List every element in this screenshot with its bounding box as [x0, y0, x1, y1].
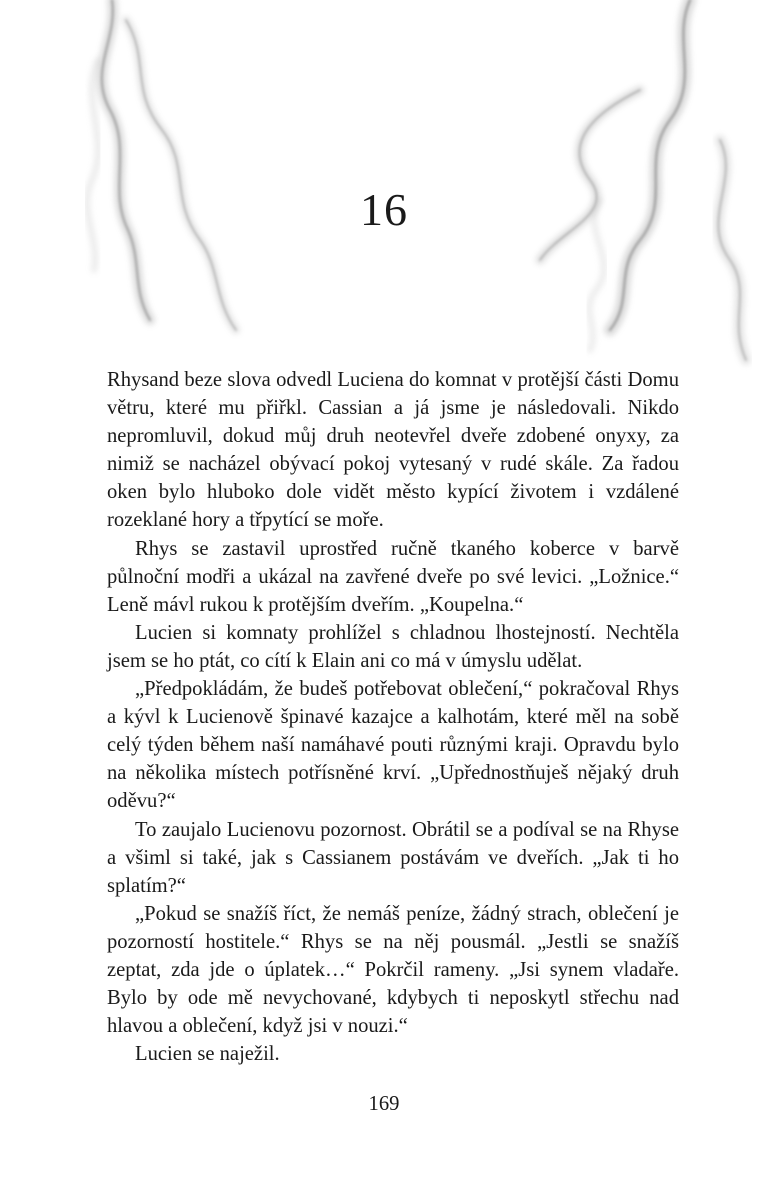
paragraph: „Předpokládám, že budeš potřebovat oblečení,“ pokračoval Rhys a kývl k Lucienově špinavé kazajce a kalhotám, které měl na sobě celý týden během naší namáhavé pouti různými kraji. Opravdu bylo na několika místech potřísněné krví. „Upřednostňuješ nějaký druh oděvu?“ [107, 678, 679, 813]
chapter-number: 16 [360, 184, 408, 235]
paragraph: „Pokud se snažíš říct, že nemáš peníze, žádný strach, oblečení je pozorností hostitele.“ Rhys se na něj pousmál. „Jestli se snažíš zeptat, zda jde o úplatek…“ Pokrčil rameny. „Jsi synem vladaře. Bylo by ode mě nevychované, kdybych ti neposkytl střechu nad hlavou a oblečení, když jsi v nouzi.“ [107, 902, 679, 1038]
paragraph: Rhys se zastavil uprostřed ručně tkaného koberce v barvě půlnoční modři a ukázal na zavřené dveře po své levici. „Ložnice.“ Leně mávl rukou k protějším dveřím. „Koupelna.“ [107, 537, 679, 616]
paragraph: Rhysand beze slova odvedl Luciena do komnat v protější části Domu větru, které mu přiřkl. Cassian a já jsme je následovali. Nikdo nepromluvil, dokud můj druh neotevřel dveře zdobené onyxy, za nimiž se nacházel obývací pokoj vytesaný v rudé skále. Za řadou oken bylo hluboko dole vidět město kypící životem i vzdálené rozeklané hory a třpytící se moře. [107, 369, 679, 532]
page-number: 169 [368, 1093, 400, 1115]
paragraph: Lucien si komnaty prohlížel s chladnou lhostejností. Nechtěla jsem se ho ptát, co cítí k Elain ani co má v úmyslu udělat. [107, 621, 679, 672]
chapter-body [107, 366, 679, 1068]
paragraph: To zaujalo Lucienovu pozornost. Obrátil se a podíval se na Rhyse a všiml si také, jak s Cassianem postávám ve dveřích. „Jak ti ho splatím?“ [107, 818, 679, 897]
smoke-left-icon [87, 0, 236, 330]
paragraph: Lucien se naježil. [135, 1043, 280, 1066]
smoke-right-icon [540, 0, 746, 360]
